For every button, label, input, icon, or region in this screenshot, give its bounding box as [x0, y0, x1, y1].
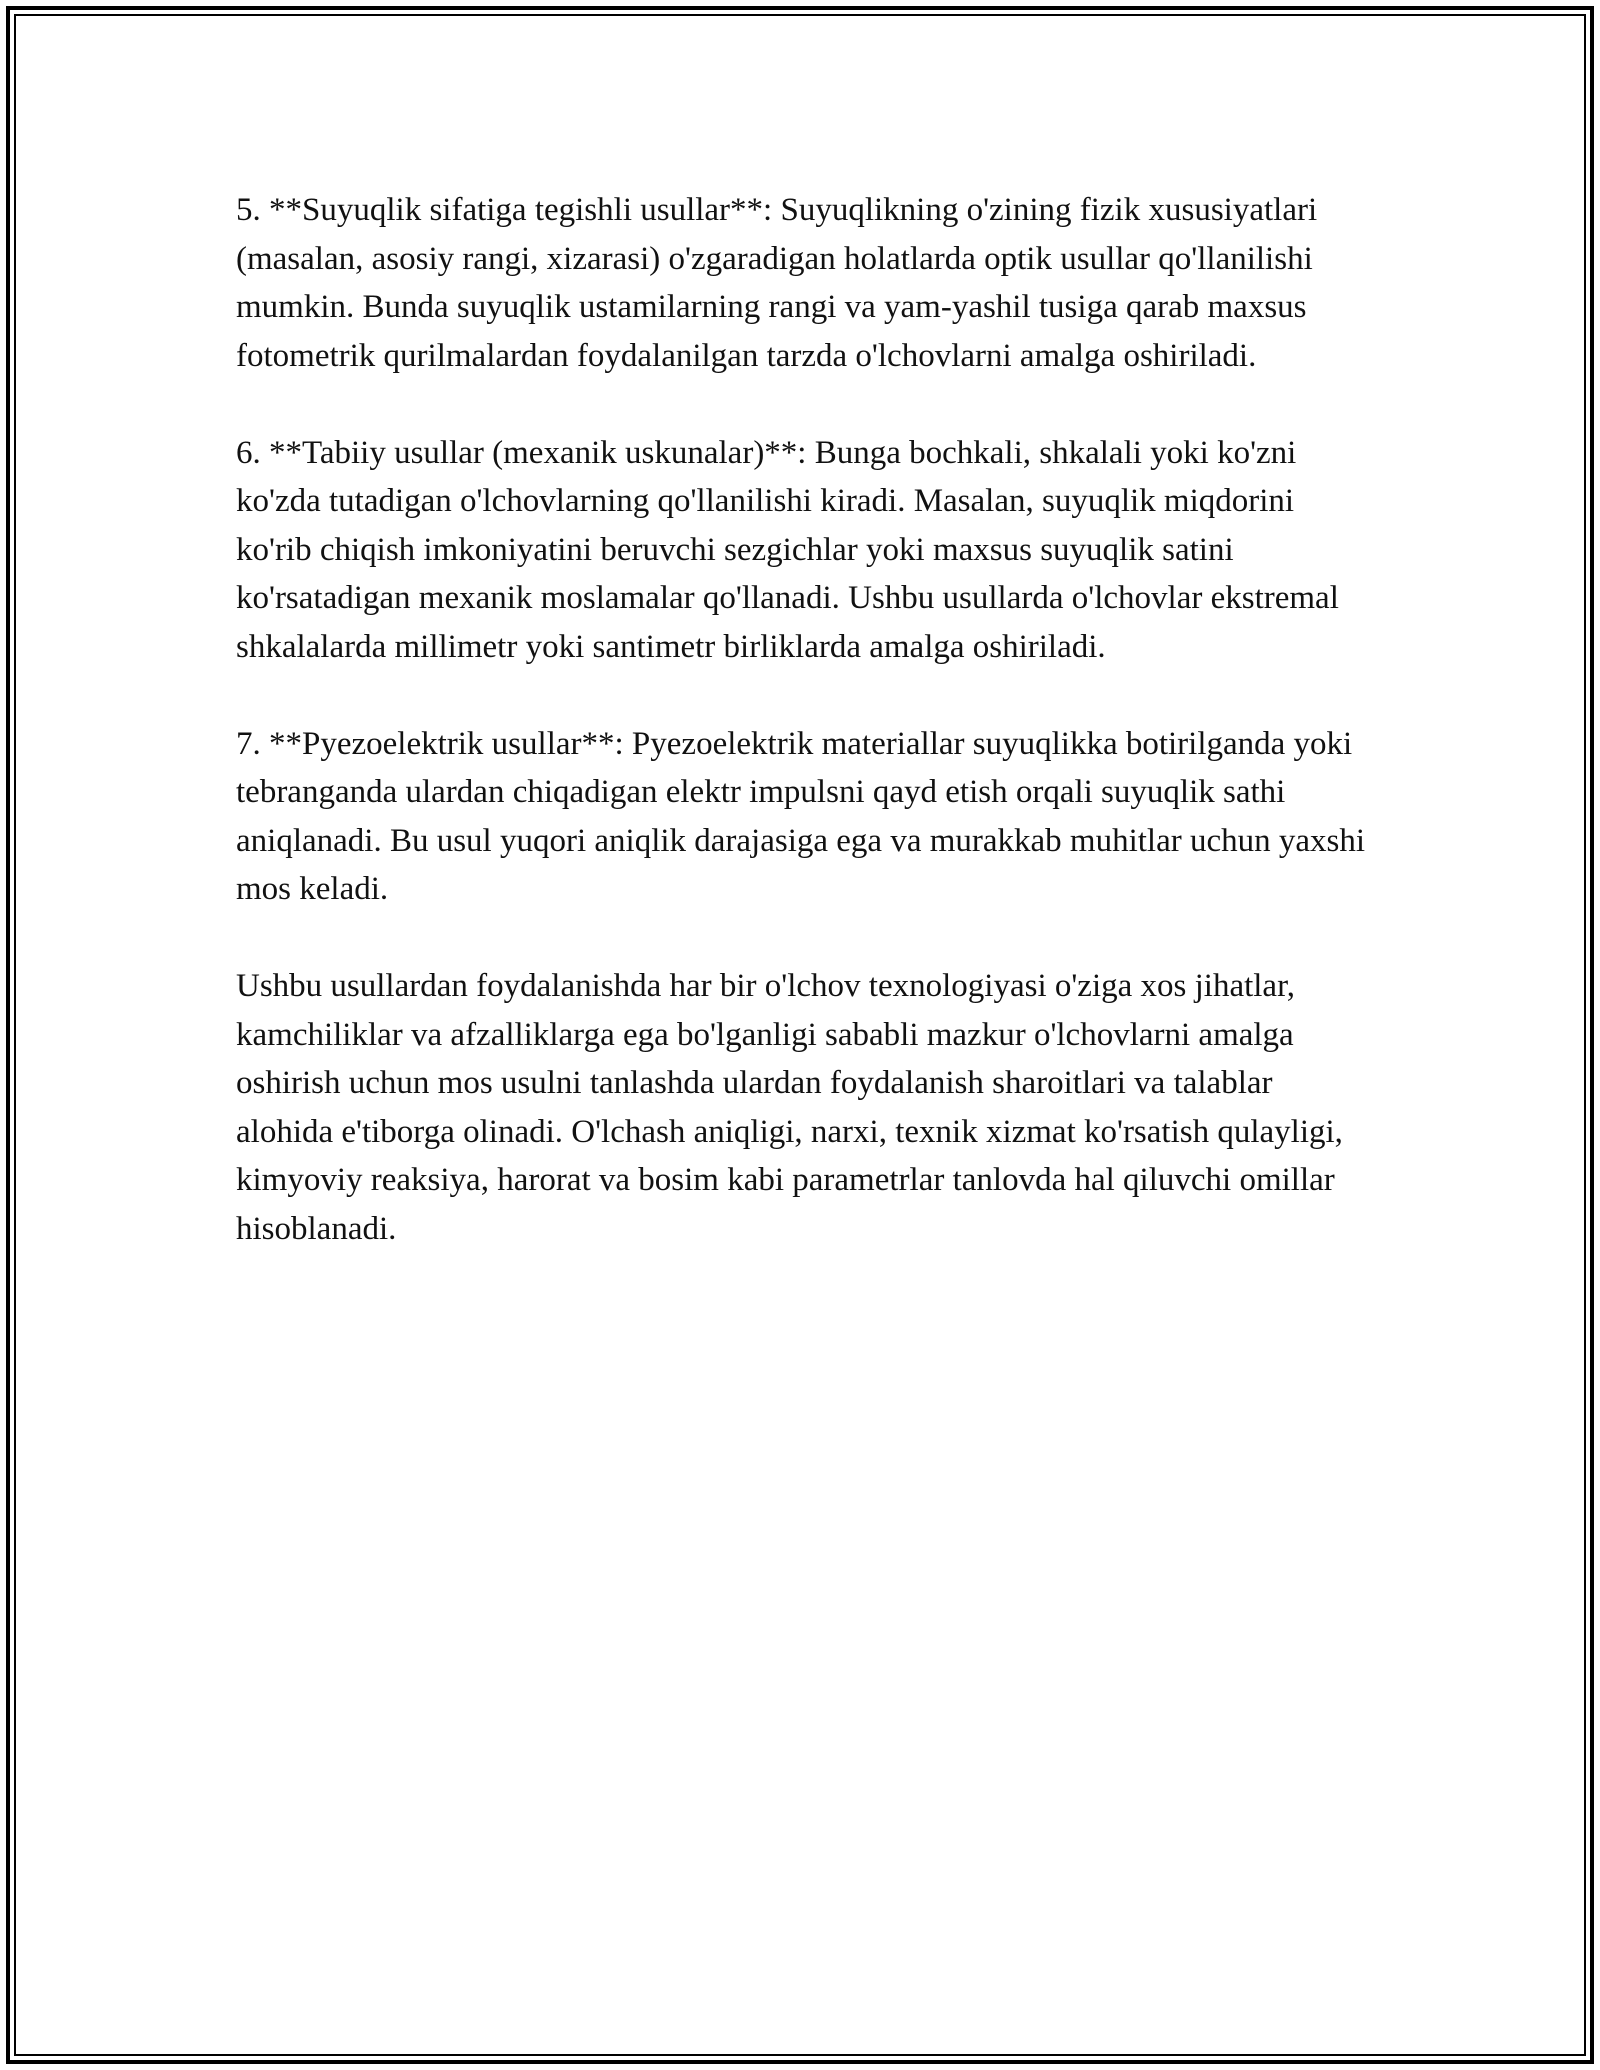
- paragraph-conclusion: Ushbu usullardan foydalanishda har bir o'lchov texnologiyasi o'ziga xos jihatlar, kamchiliklar va afzalliklarga ega bo'lganligi sababli mazkur o'lchovlarni amalga oshirish uchun mos usulni tanlashda ulardan foydalanish sharoitlari va talablar alohida e'tiborga olinadi. O'lchash aniqligi, narxi, texnik xizmat ko'rsatish qulayligi, kimyoviy reaksiya, harorat va bosim kabi parametrlar tanlovda hal qiluvchi omillar hisoblanadi.: [236, 968, 1343, 1247]
- paragraph-item-5: 5. **Suyuqlik sifatiga tegishli usullar**: Suyuqlikning o'zining fizik xususiyatlari (masalan, asosiy rangi, xizarasi) o'zgaradigan holatlarda optik usullar qo'llanilishi mumkin. Bunda suyuqlik ustamilarning rangi va yam-yashil tusiga qarab maxsus fotometrik qurilmalardan foydalanilgan tarzda o'lchovlarni amalga oshiriladi.: [236, 192, 1318, 374]
- paragraph-item-7: 7. **Pyezoelektrik usullar**: Pyezoelektrik materiallar suyuqlikka botirilganda yoki tebranganda ulardan chiqadigan elektr impulsni qayd etish orqali suyuqlik sathi aniqlanadi. Bu usul yuqori aniqlik darajasiga ega va murakkab muhitlar uchun yaxshi mos keladi.: [236, 725, 1366, 907]
- paragraph-item-6: 6. **Tabiiy usullar (mexanik uskunalar)**: Bunga bochkali, shkalali yoki ko'zni ko'zda tutadigan o'lchovlarning qo'llanilishi kiradi. Masalan, suyuqlik miqdorini ko'rib chiqish imkoniyatini beruvchi sezgichlar yoki maxsus suyuqlik satini ko'rsatadigan mexanik moslamalar qo'llanadi. Ushbu usullarda o'lchovlar ekstremal shkalalarda millimetr yoki santimetr birliklarda amalga oshiriladi.: [236, 434, 1339, 665]
- document-body: [236, 186, 1376, 1253]
